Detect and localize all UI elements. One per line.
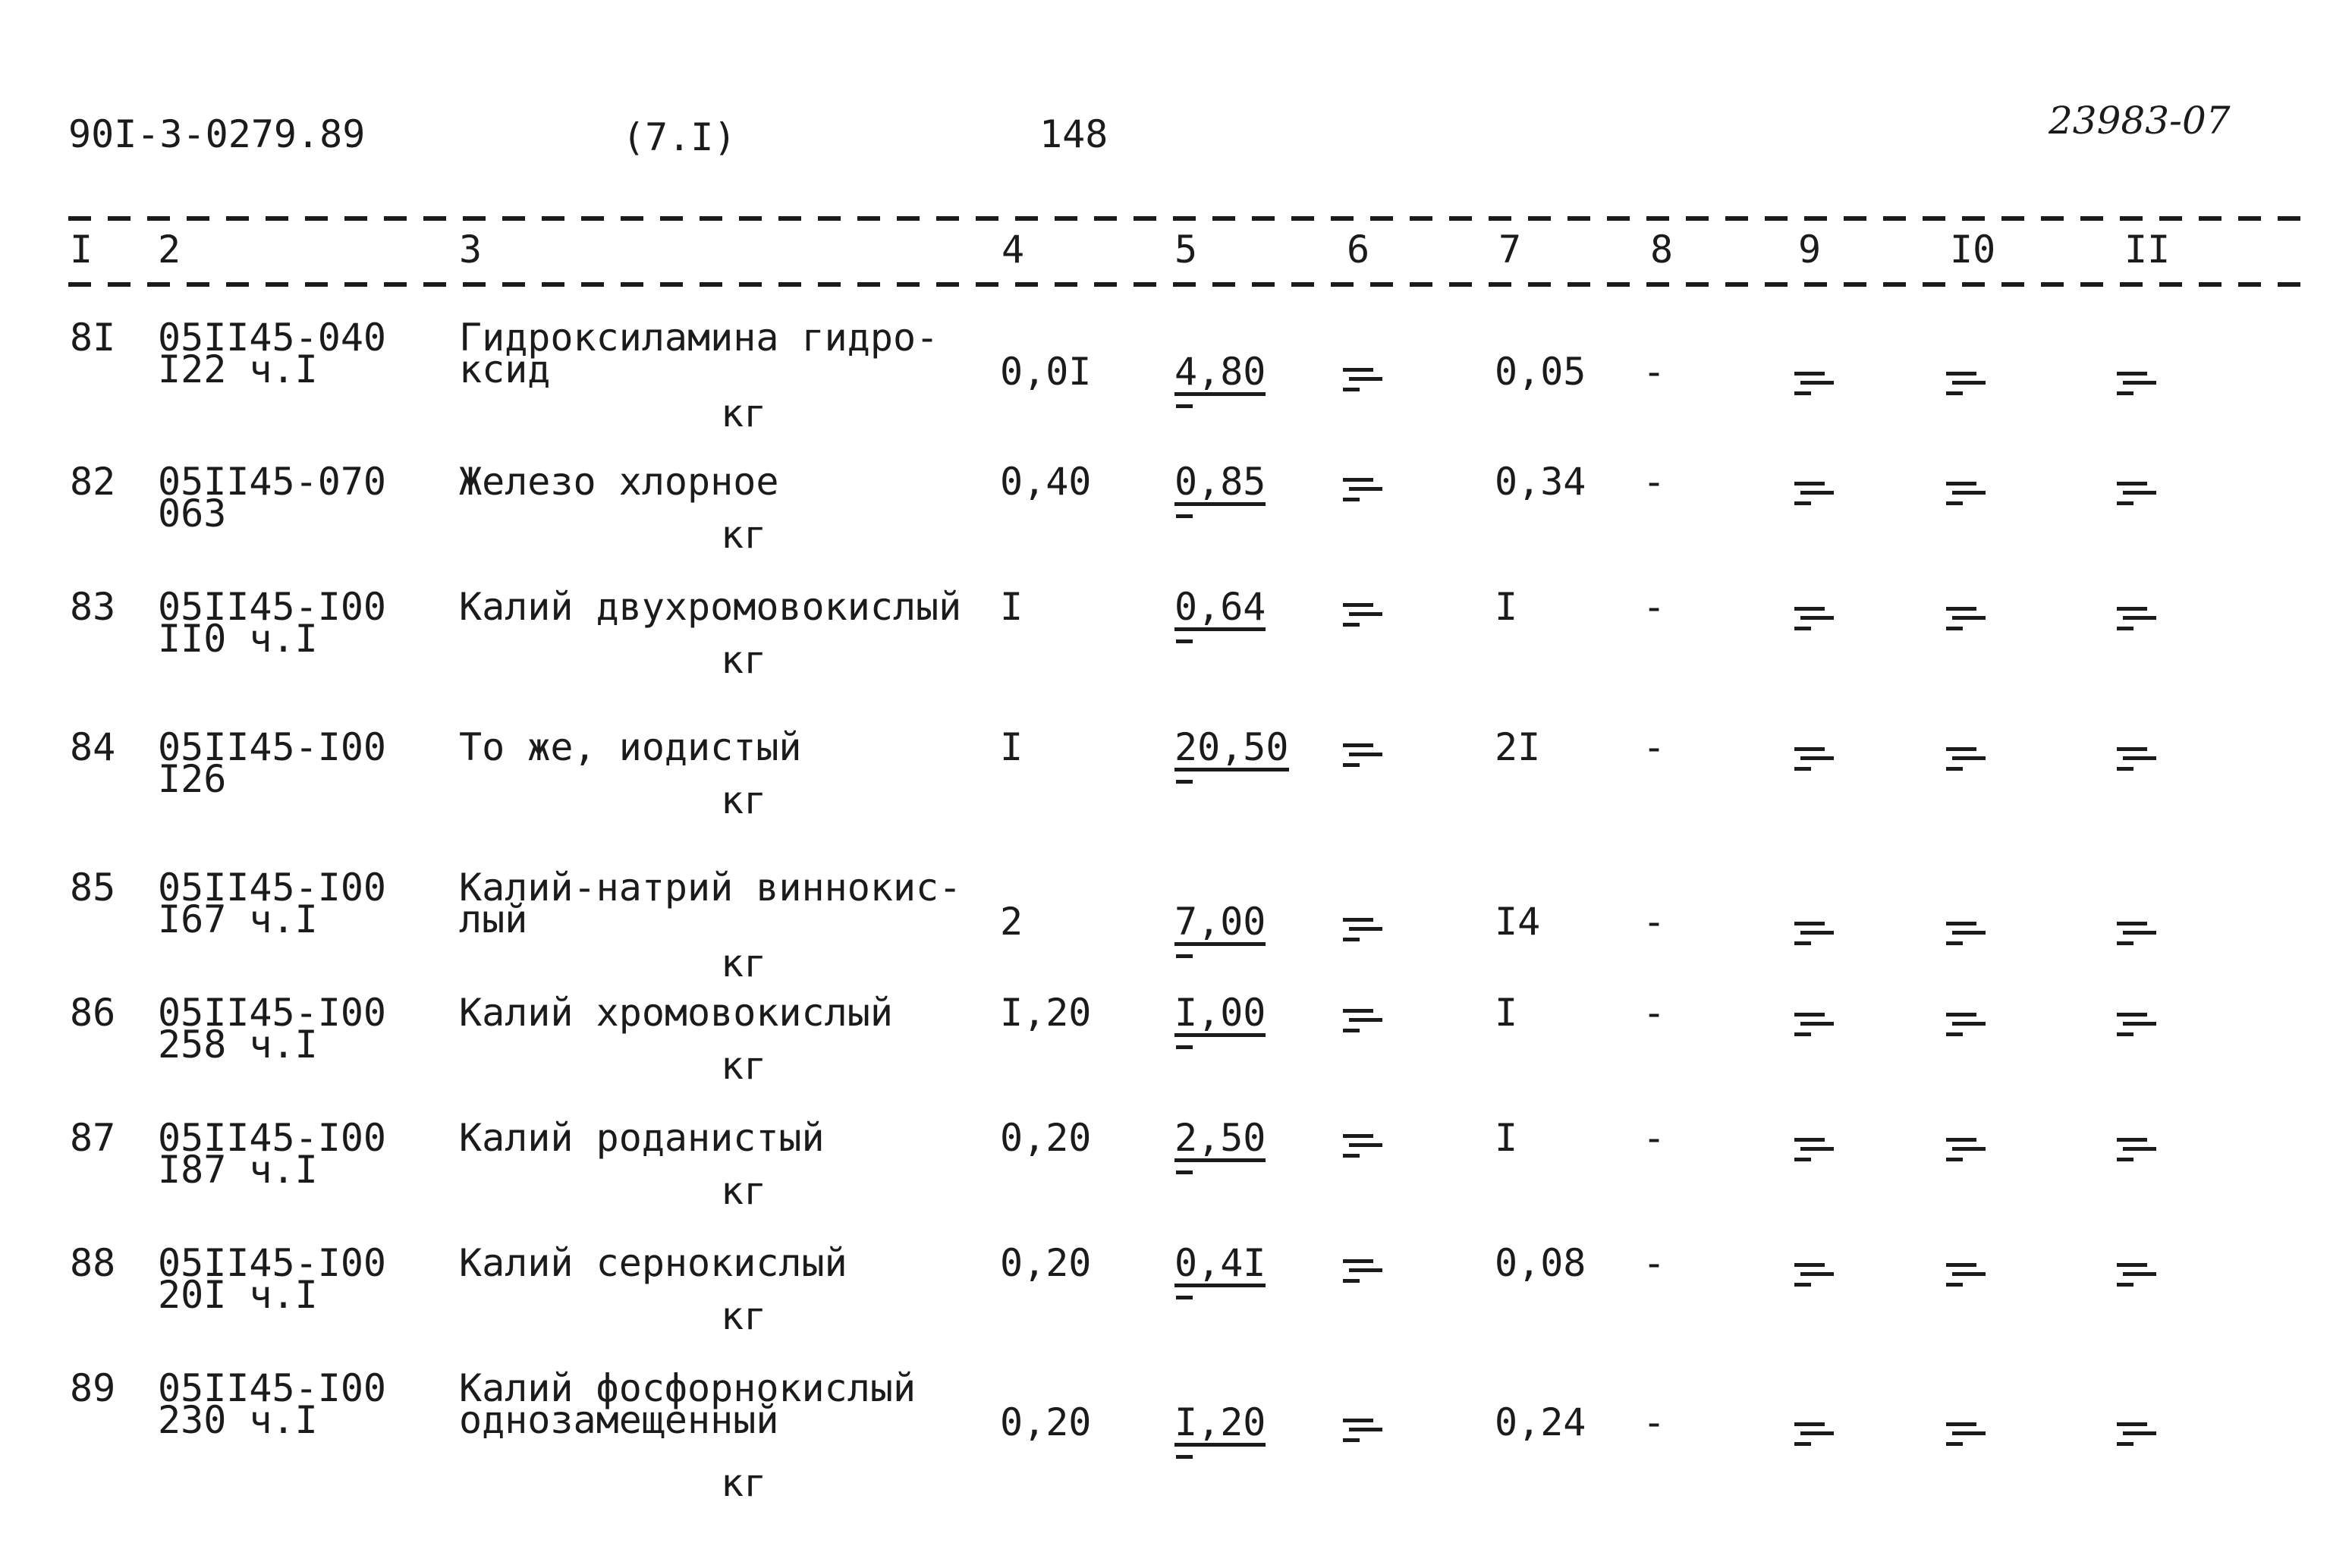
row-number: 84	[70, 725, 116, 769]
col6-ditto-mark	[1343, 1009, 1381, 1039]
item-name: Калий хромовокислый	[459, 991, 893, 1035]
col9-ditto-mark	[1794, 607, 1832, 637]
item-name: То же, иодистый	[459, 725, 802, 769]
col8-value: -	[1643, 991, 1666, 1035]
col-header-10: I0	[1950, 228, 1996, 272]
col11-ditto-mark	[2117, 372, 2155, 402]
col10-ditto-mark	[1946, 1138, 1984, 1168]
col6-ditto-mark	[1343, 478, 1381, 508]
item-name: Гидроксиламина гидро-	[459, 316, 939, 360]
item-name: Калий сернокислый	[459, 1241, 847, 1285]
col5-value: 4,80	[1174, 353, 1266, 396]
col11-ditto-mark	[2117, 607, 2155, 637]
unit-label: кг	[721, 778, 767, 822]
item-name-cont: однозамещенный	[459, 1398, 779, 1442]
item-code: 05II45-I00	[158, 866, 387, 910]
col5-ditto-mark	[1176, 404, 1193, 408]
row-number: 82	[70, 460, 116, 504]
col11-ditto-mark	[2117, 1422, 2155, 1453]
unit-label: кг	[721, 638, 767, 682]
col10-ditto-mark	[1946, 1422, 1984, 1453]
col5-value: I,20	[1174, 1403, 1266, 1447]
col8-value: -	[1643, 1116, 1666, 1160]
col6-ditto-mark	[1343, 1419, 1381, 1449]
col4-value: 0,20	[1000, 1241, 1092, 1285]
col10-ditto-mark	[1946, 482, 1984, 512]
col-header-4: 4	[1001, 228, 1025, 272]
item-code: 05II45-I00	[158, 1241, 387, 1285]
col11-ditto-mark	[2117, 1013, 2155, 1043]
page-number: 148	[1039, 112, 1108, 156]
col4-value: 0,20	[1000, 1116, 1092, 1160]
unit-label: кг	[721, 1294, 767, 1338]
col6-ditto-mark	[1343, 368, 1381, 398]
unit-label: кг	[721, 1461, 767, 1505]
col5-ditto-mark	[1176, 1171, 1193, 1174]
col7-value: 2I	[1495, 725, 1541, 769]
col11-ditto-mark	[2117, 482, 2155, 512]
col5-ditto-mark	[1176, 514, 1193, 518]
col6-ditto-mark	[1343, 1134, 1381, 1164]
col9-ditto-mark	[1794, 747, 1832, 778]
col5-value: 2,50	[1174, 1119, 1266, 1162]
col-header-11: II	[2124, 228, 2171, 272]
item-name-cont: ксид	[459, 347, 551, 391]
col4-value: 2	[1000, 900, 1024, 944]
col10-ditto-mark	[1946, 922, 1984, 952]
col5-ditto-mark	[1176, 780, 1193, 784]
col8-value: -	[1643, 350, 1666, 394]
col7-value: 0,08	[1495, 1241, 1586, 1285]
col9-ditto-mark	[1794, 1263, 1832, 1293]
item-name: Железо хлорное	[459, 460, 779, 504]
unit-label: кг	[721, 941, 767, 985]
col9-ditto-mark	[1794, 1138, 1832, 1168]
col9-ditto-mark	[1794, 372, 1832, 402]
item-code: 05II45-I00	[158, 585, 387, 629]
col11-ditto-mark	[2117, 1263, 2155, 1293]
col7-value: I	[1495, 991, 1518, 1035]
col9-ditto-mark	[1794, 922, 1832, 952]
col5-ditto-mark	[1176, 639, 1193, 643]
col5-value: 0,64	[1174, 588, 1266, 631]
col6-ditto-mark	[1343, 603, 1381, 633]
col10-ditto-mark	[1946, 607, 1984, 637]
col-header-2: 2	[158, 228, 181, 272]
col7-value: I	[1495, 585, 1518, 629]
item-code-ref: I26	[158, 757, 227, 801]
header-rule-top	[68, 216, 2306, 221]
col5-ditto-mark	[1176, 1045, 1193, 1049]
item-name: Калий фосфорнокислый	[459, 1366, 917, 1410]
col-header-9: 9	[1798, 228, 1822, 272]
col5-value: 20,50	[1174, 728, 1289, 771]
item-name: Калий роданистый	[459, 1116, 825, 1160]
col-header-1: I	[70, 228, 93, 272]
item-code-ref: 063	[158, 492, 227, 536]
col-header-8: 8	[1650, 228, 1674, 272]
col8-value: -	[1643, 1400, 1666, 1444]
row-number: 89	[70, 1366, 116, 1410]
col7-value: 0,24	[1495, 1400, 1586, 1444]
col8-value: -	[1643, 900, 1666, 944]
row-number: 83	[70, 585, 116, 629]
col6-ditto-mark	[1343, 743, 1381, 774]
col4-value: I	[1000, 585, 1024, 629]
item-code-ref: II0 ч.I	[158, 617, 318, 661]
item-name: Калий двухромовокислый	[459, 585, 962, 629]
col11-ditto-mark	[2117, 922, 2155, 952]
col8-value: -	[1643, 585, 1666, 629]
row-number: 85	[70, 866, 116, 910]
unit-label: кг	[721, 1169, 767, 1213]
col4-value: 0,40	[1000, 460, 1092, 504]
col-header-7: 7	[1498, 228, 1522, 272]
item-code: 05II45-I00	[158, 1366, 387, 1410]
col-header-5: 5	[1174, 228, 1198, 272]
col8-value: -	[1643, 460, 1666, 504]
row-number: 8I	[70, 316, 116, 360]
col7-value: 0,05	[1495, 350, 1586, 394]
col8-value: -	[1643, 1241, 1666, 1285]
item-code-ref: 230 ч.I	[158, 1398, 318, 1442]
col11-ditto-mark	[2117, 747, 2155, 778]
col5-ditto-mark	[1176, 1296, 1193, 1299]
col5-value: 0,4I	[1174, 1244, 1266, 1287]
col4-value: I	[1000, 725, 1024, 769]
item-code-ref: I87 ч.I	[158, 1148, 318, 1192]
row-number: 87	[70, 1116, 116, 1160]
col10-ditto-mark	[1946, 372, 1984, 402]
col5-ditto-mark	[1176, 954, 1193, 958]
item-code: 05II45-I00	[158, 725, 387, 769]
item-code: 05II45-I00	[158, 991, 387, 1035]
col4-value: 0,0I	[1000, 350, 1092, 394]
col5-ditto-mark	[1176, 1455, 1193, 1459]
item-code: 05II45-I00	[158, 1116, 387, 1160]
unit-label: кг	[721, 513, 767, 557]
header-rule-bottom	[68, 282, 2306, 287]
unit-label: кг	[721, 391, 767, 435]
item-code-ref: 20I ч.I	[158, 1273, 318, 1317]
item-code-ref: 258 ч.I	[158, 1023, 318, 1067]
col5-value: I,00	[1174, 994, 1266, 1037]
col4-value: I,20	[1000, 991, 1092, 1035]
col4-value: 0,20	[1000, 1400, 1092, 1444]
col5-value: 7,00	[1174, 903, 1266, 946]
item-name: Калий-натрий виннокис-	[459, 866, 962, 910]
col6-ditto-mark	[1343, 1259, 1381, 1290]
col-header-3: 3	[459, 228, 483, 272]
section-number: (7.I)	[622, 115, 737, 159]
col10-ditto-mark	[1946, 1013, 1984, 1043]
col7-value: 0,34	[1495, 460, 1586, 504]
col7-value: I4	[1495, 900, 1541, 944]
col9-ditto-mark	[1794, 482, 1832, 512]
unit-label: кг	[721, 1044, 767, 1088]
col-header-6: 6	[1347, 228, 1370, 272]
item-code: 05II45-040	[158, 316, 387, 360]
archive-stamp: 23983-07	[2049, 99, 2231, 143]
document-code: 90I-3-0279.89	[68, 112, 366, 156]
col10-ditto-mark	[1946, 747, 1984, 778]
row-number: 88	[70, 1241, 116, 1285]
col9-ditto-mark	[1794, 1422, 1832, 1453]
col7-value: I	[1495, 1116, 1518, 1160]
item-code-ref: I67 ч.I	[158, 897, 318, 941]
row-number: 86	[70, 991, 116, 1035]
col11-ditto-mark	[2117, 1138, 2155, 1168]
col8-value: -	[1643, 725, 1666, 769]
item-code-ref: I22 ч.I	[158, 347, 318, 391]
col5-value: 0,85	[1174, 463, 1266, 506]
col10-ditto-mark	[1946, 1263, 1984, 1293]
item-code: 05II45-070	[158, 460, 387, 504]
item-name-cont: лый	[459, 897, 528, 941]
col9-ditto-mark	[1794, 1013, 1832, 1043]
col6-ditto-mark	[1343, 918, 1381, 948]
